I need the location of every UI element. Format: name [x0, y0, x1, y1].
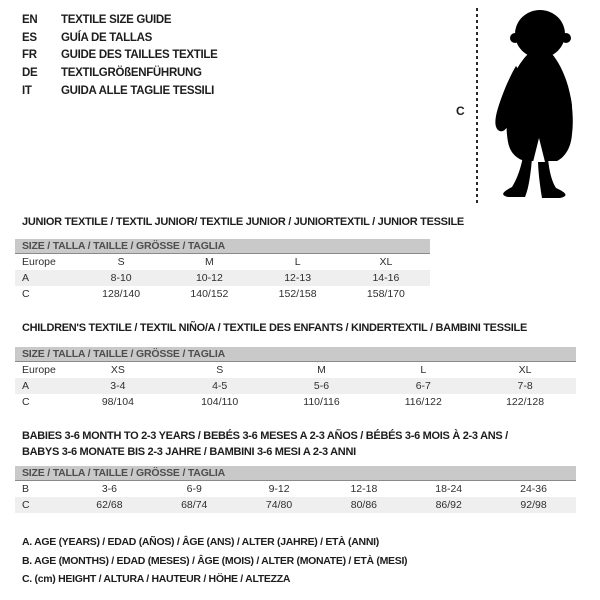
size-cell: XS: [110, 364, 125, 376]
value-cell: 158/170: [366, 288, 405, 300]
table-row-height: [15, 394, 576, 410]
row-label: B: [22, 483, 30, 495]
value-cell: 18-24: [435, 483, 463, 495]
size-cell: S: [216, 364, 224, 376]
size-header-bar: SIZE / TALLA / TAILLE / GRÖSSE / TAGLIA: [15, 239, 430, 254]
lang-code: DE: [22, 67, 38, 80]
row-label: C: [22, 288, 30, 300]
lang-code: EN: [22, 13, 38, 26]
row-label: A: [22, 272, 30, 284]
row-label: C: [22, 499, 30, 511]
section-title-line1: BABIES 3-6 MONTH TO 2-3 YEARS / BEBÉS 3-6 MESES A 2-3 AÑOS / BÉBÉS 3-6 MOIS À 2-3 ANS /: [22, 430, 508, 442]
size-cell: L: [420, 364, 427, 376]
section-title-line2: BABYS 3-6 MONATE BIS 2-3 JAHRE / BAMBINI 3-6 MESI A 2-3 ANNI: [22, 445, 356, 458]
value-cell: 14-16: [372, 272, 400, 284]
lang-row-es: [22, 29, 218, 47]
legend: [22, 533, 407, 589]
lang-title: GUIDE DES TAILLES TEXTILE: [61, 49, 218, 62]
size-header-bar: SIZE / TALLA / TAILLE / GRÖSSE / TAGLIA: [15, 466, 576, 481]
value-cell: 6-7: [415, 380, 431, 392]
lang-row-fr: [22, 47, 218, 65]
babies-size-table: [15, 466, 576, 513]
legend-line-b: B. AGE (MONTHS) / EDAD (MESES) / ÂGE (MOIS) / ALTER (MONATE) / ETÀ (MESI): [22, 554, 408, 567]
value-cell: 74/80: [265, 499, 293, 511]
height-measure-dotted-line: [476, 8, 478, 206]
value-cell: 128/140: [102, 288, 141, 300]
value-cell: 104/110: [201, 396, 239, 408]
value-cell: 12-18: [350, 483, 378, 495]
value-cell: 9-12: [268, 483, 290, 495]
row-label: A: [22, 380, 30, 392]
row-label: Europe: [22, 256, 56, 268]
value-cell: 10-12: [195, 272, 223, 284]
value-cell: 5-6: [313, 380, 330, 392]
value-cell: 92/98: [520, 499, 547, 511]
section-title-babies: [22, 429, 508, 460]
table-row-months: [15, 481, 576, 497]
value-cell: 110/116: [303, 396, 340, 408]
lang-title: TEXTILE SIZE GUIDE: [61, 13, 172, 26]
value-cell: 8-10: [110, 272, 132, 284]
legend-line-c: C. (cm) HEIGHT / ALTURA / HAUTEUR / HÖHE / ALTEZZA: [22, 573, 291, 586]
value-cell: 116/122: [404, 396, 442, 408]
lang-title: GUÍA DE TALLAS: [61, 31, 152, 44]
table-row-height: [15, 497, 576, 513]
size-header-bar: SIZE / TALLA / TAILLE / GRÖSSE / TAGLIA: [15, 347, 576, 362]
section-title-children: CHILDREN'S TEXTILE / TEXTIL NIÑO/A / TEXTILE DES ENFANTS / KINDERTEXTIL / BAMBINI TESSILE: [22, 322, 527, 334]
value-cell: 6-9: [186, 483, 202, 495]
value-cell: 24-36: [520, 483, 547, 495]
table-row-europe: [15, 362, 576, 378]
size-cell: XL: [518, 364, 532, 376]
value-cell: 140/152: [190, 288, 229, 300]
legend-line-a: A. AGE (YEARS) / EDAD (AÑOS) / ÂGE (ANS) / ALTER (JAHRE) / ETÀ (ANNI): [22, 536, 379, 549]
table-row-height: [15, 286, 430, 302]
section-title-junior: JUNIOR TEXTILE / TEXTIL JUNIOR/ TEXTILE JUNIOR / JUNIORTEXTIL / JUNIOR TESSILE: [22, 216, 464, 228]
value-cell: 3-4: [110, 380, 126, 392]
table-row-age: [15, 378, 576, 394]
children-size-table: [15, 347, 576, 410]
language-header: [22, 11, 218, 100]
lang-row-de: [22, 64, 218, 82]
lang-code: ES: [22, 31, 37, 44]
value-cell: 4-5: [212, 380, 228, 392]
size-cell: XL: [379, 256, 393, 268]
lang-title: GUIDA ALLE TAGLIE TESSILI: [61, 85, 215, 98]
size-cell: M: [205, 256, 214, 268]
value-cell: 122/128: [506, 396, 545, 408]
baby-silhouette-image: [486, 5, 596, 207]
size-cell: L: [294, 256, 301, 268]
table-row-age: [15, 270, 430, 286]
size-cell: M: [317, 364, 326, 376]
row-label: C: [22, 396, 30, 408]
lang-code: FR: [22, 49, 37, 62]
lang-code: IT: [22, 85, 32, 98]
lang-title: TEXTILGRÖßENFÜHRUNG: [61, 67, 202, 80]
value-cell: 62/68: [96, 499, 123, 511]
lang-row-en: [22, 11, 218, 29]
value-cell: 80/86: [350, 499, 378, 511]
size-cell: S: [117, 256, 125, 268]
value-cell: 12-13: [284, 272, 312, 284]
row-label: Europe: [22, 364, 56, 376]
junior-size-table: [15, 239, 430, 302]
value-cell: 152/158: [278, 288, 317, 300]
table-row-europe: [15, 254, 430, 270]
value-cell: 68/74: [181, 499, 208, 511]
value-cell: 3-6: [101, 483, 117, 495]
height-measure-label: C: [456, 104, 465, 118]
value-cell: 86/92: [435, 499, 462, 511]
value-cell: 7-8: [517, 380, 533, 392]
lang-row-it: [22, 82, 218, 100]
value-cell: 98/104: [101, 396, 134, 408]
